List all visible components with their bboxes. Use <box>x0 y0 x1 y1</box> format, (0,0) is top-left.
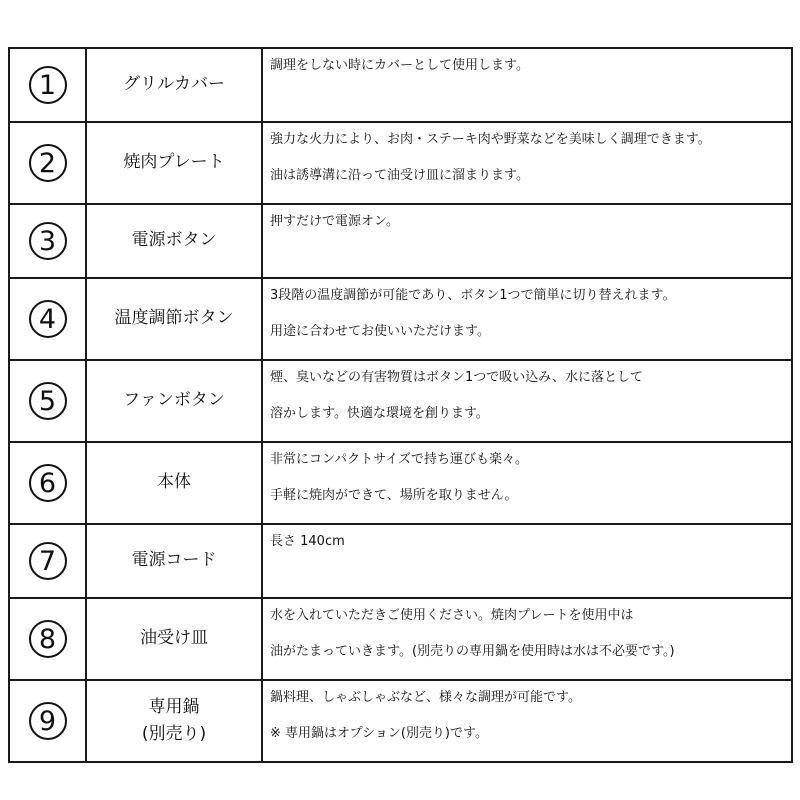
part-name: 専用鍋 <box>148 696 200 717</box>
item-number-cell <box>9 598 86 680</box>
part-name-cell <box>86 360 262 442</box>
table-row <box>9 278 792 360</box>
table-row <box>9 598 792 680</box>
part-description-line: 溶かします。快適な環境を創ります。 <box>270 406 489 421</box>
item-number: 7 <box>29 542 67 580</box>
table-row <box>9 204 792 278</box>
part-description-cell <box>262 278 792 360</box>
item-number: 1 <box>29 66 67 104</box>
part-description-cell <box>262 680 792 762</box>
table-row <box>9 122 792 204</box>
part-name-cell <box>86 122 262 204</box>
table-row <box>9 442 792 524</box>
part-description-line: 油がたまっていきます。(別売りの専用鍋を使用時は水は不必要です。) <box>270 644 675 659</box>
table-row <box>9 360 792 442</box>
part-description-line: ※ 専用鍋はオプション(別売り)です。 <box>270 726 488 741</box>
table-row <box>9 48 792 122</box>
part-description-line: 強力な火力により、お肉・ステーキ肉や野菜などを美味しく調理できます。 <box>270 132 711 147</box>
part-description-line: 水を入れていただきご使用ください。焼肉プレートを使用中は <box>270 608 634 623</box>
item-number: 5 <box>29 382 67 420</box>
part-name: 本体 <box>157 472 191 493</box>
item-number: 3 <box>29 222 67 260</box>
part-name: 電源コード <box>131 550 217 571</box>
parts-table-body <box>9 48 792 762</box>
table-row <box>9 524 792 598</box>
part-name: 温度調節ボタン <box>114 308 234 329</box>
part-description-cell <box>262 204 792 278</box>
part-name: (別売り) <box>141 724 207 744</box>
part-name-cell <box>86 524 262 598</box>
item-number-cell <box>9 524 86 598</box>
part-description-line: 押すだけで電源オン。 <box>270 214 399 229</box>
table-row <box>9 680 792 762</box>
part-description-cell <box>262 360 792 442</box>
part-description-line: 用途に合わせてお使いいただけます。 <box>270 324 490 339</box>
part-name-cell <box>86 48 262 122</box>
part-description-line: 煙、臭いなどの有害物質はボタン1つで吸い込み、水に落として <box>270 370 644 385</box>
item-number: 6 <box>29 464 67 502</box>
item-number-cell <box>9 122 86 204</box>
item-number: 4 <box>29 300 67 338</box>
part-description-cell <box>262 122 792 204</box>
part-name-cell <box>86 680 262 762</box>
part-name: 焼肉プレート <box>123 152 225 173</box>
part-description-line: 3段階の温度調節が可能であり、ボタン1つで簡単に切り替えれます。 <box>270 288 676 303</box>
parts-table <box>8 47 793 763</box>
part-name-cell <box>86 442 262 524</box>
part-description-line: 非常にコンパクトサイズで持ち運びも楽々。 <box>270 452 529 467</box>
item-number-cell <box>9 680 86 762</box>
part-description-cell <box>262 48 792 122</box>
part-name: 油受け皿 <box>140 628 208 649</box>
item-number-cell <box>9 442 86 524</box>
part-description-line: 鍋料理、しゃぶしゃぶなど、様々な調理が可能です。 <box>270 690 581 705</box>
item-number: 8 <box>29 620 67 658</box>
part-name-cell <box>86 598 262 680</box>
part-description-line: 油は誘導溝に沿って油受け皿に溜まります。 <box>270 168 529 183</box>
item-number: 9 <box>29 702 67 740</box>
item-number-cell <box>9 360 86 442</box>
item-number: 2 <box>29 144 67 182</box>
part-name-cell <box>86 278 262 360</box>
part-description-cell <box>262 598 792 680</box>
item-number-cell <box>9 204 86 278</box>
part-name-cell <box>86 204 262 278</box>
item-number-cell <box>9 48 86 122</box>
part-name: グリルカバー <box>123 74 225 95</box>
part-description-cell <box>262 442 792 524</box>
part-name: 電源ボタン <box>131 230 217 251</box>
part-name: ファンボタン <box>123 390 225 411</box>
part-description-line: 長さ 140cm <box>270 534 345 549</box>
part-description-line: 手軽に焼肉ができて、場所を取りません。 <box>270 488 518 503</box>
part-description-cell <box>262 524 792 598</box>
part-description-line: 調理をしない時にカバーとして使用します。 <box>270 58 529 73</box>
item-number-cell <box>9 278 86 360</box>
